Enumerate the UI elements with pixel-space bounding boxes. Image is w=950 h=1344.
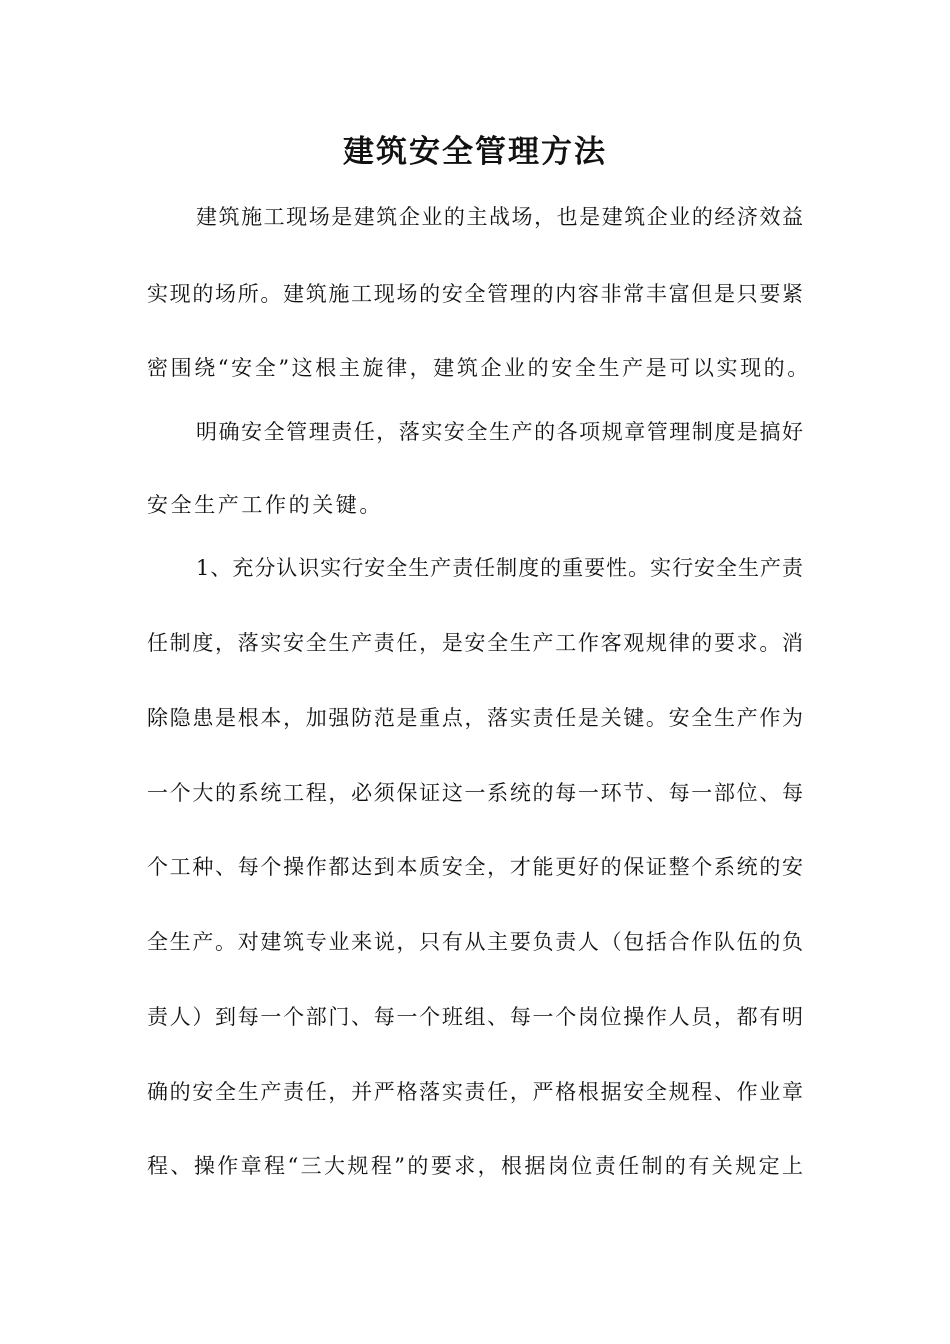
paragraph-line: 个工种、每个操作都达到本质安全，才能更好的保证整个系统的安 <box>147 855 803 879</box>
paragraph-line: 确的安全生产责任，并严格落实责任，严格根据安全规程、作业章 <box>147 1080 803 1104</box>
paragraph-line: 1、充分认识实行安全生产责任制度的重要性。实行安全生产责 <box>196 556 803 580</box>
paragraph-line: 程、操作章程“三大规程”的要求，根据岗位责任制的有关规定上 <box>147 1154 803 1178</box>
paragraph-line: 实现的场所。建筑施工现场的安全管理的内容非常丰富但是只要紧 <box>147 282 803 306</box>
paragraph-line: 建筑施工现场是建筑企业的主战场，也是建筑企业的经济效益 <box>196 205 803 229</box>
paragraph-line: 除隐患是根本，加强防范是重点，落实责任是关键。安全生产作为 <box>147 706 803 730</box>
paragraph-line: 任制度，落实安全生产责任，是安全生产工作客观规律的要求。消 <box>147 631 803 655</box>
paragraph-line: 明确安全管理责任，落实安全生产的各项规章管理制度是搞好 <box>196 420 803 444</box>
paragraph-line: 全生产。对建筑专业来说，只有从主要负责人（包括合作队伍的负 <box>147 930 803 954</box>
paragraph-line: 密围绕“安全”这根主旋律，建筑企业的安全生产是可以实现的。 <box>147 356 811 380</box>
paragraph-line: 责人）到每一个部门、每一个班组、每一个岗位操作人员，都有明 <box>147 1005 803 1029</box>
paragraph-line: 一个大的系统工程，必须保证这一系统的每一环节、每一部位、每 <box>147 781 803 805</box>
paragraph-line: 安全生产工作的关键。 <box>147 493 383 517</box>
document-title: 建筑安全管理方法 <box>343 134 607 170</box>
